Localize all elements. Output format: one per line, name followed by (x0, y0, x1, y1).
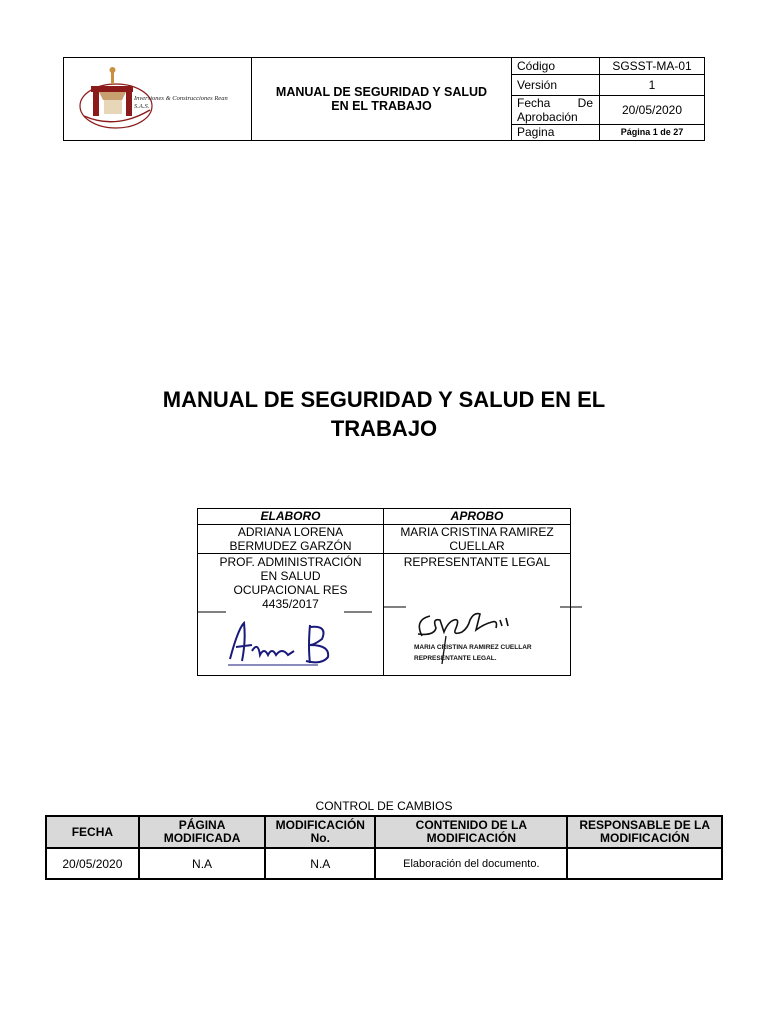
control-cambios-caption: CONTROL DE CAMBIOS (315, 799, 453, 813)
company-name: Inversiones & Construcciones Rean S.A.S. (134, 95, 228, 110)
elaboro-column (198, 509, 384, 675)
elaboro-header: ELABORO (198, 509, 383, 525)
pagina-row (512, 125, 704, 140)
col-header-modificacion: MODIFICACIÓN No. (265, 816, 375, 848)
signature-table (197, 508, 571, 676)
pagina-value: Página 1 de 27 (620, 127, 684, 138)
aprobo-role: REPRESENTANTE LEGAL (403, 555, 551, 569)
table-header-row (46, 816, 722, 848)
version-value: 1 (648, 77, 656, 92)
elaboro-signature (198, 611, 383, 680)
control-cambios-table (45, 815, 723, 880)
elaboro-name: ADRIANA LORENA BERMUDEZ GARZÓN (198, 525, 383, 554)
col-header-responsable: RESPONSABLE DE LA MODIFICACIÓN (567, 816, 722, 848)
elaboro-role: PROF. ADMINISTRACIÓN EN SALUD OCUPACIONAL RES 4435/2017 (219, 555, 362, 611)
codigo-value: SGSST-MA-01 (612, 59, 692, 74)
cell-modificacion: N.A (265, 848, 375, 879)
aprobo-column (384, 509, 570, 675)
aprobo-stamp: MARIA CRISTINA RAMIREZ CUELLAR REPRESENTANTE LEGAL. (414, 644, 532, 662)
page-title: MANUAL DE SEGURIDAD Y SALUD EN EL TRABAJO (162, 387, 606, 441)
col-header-contenido: CONTENIDO DE LA MODIFICACIÓN (375, 816, 567, 848)
aprobo-header: APROBO (384, 509, 570, 525)
version-label: Versión (512, 75, 600, 94)
fecha-row (512, 96, 704, 125)
codigo-label: Código (512, 58, 600, 74)
company-logo (64, 58, 252, 140)
fecha-value: 20/05/2020 (621, 102, 683, 117)
aprobo-signature (384, 606, 570, 675)
document-header (63, 57, 705, 141)
codigo-row (512, 58, 704, 75)
cell-contenido: Elaboración del documento. (375, 848, 567, 879)
pagina-label: Pagina (512, 125, 600, 140)
col-header-pagina: PÁGINA MODIFICADA (139, 816, 266, 848)
cell-responsable (567, 848, 722, 879)
header-meta (512, 58, 704, 140)
table-row (46, 848, 722, 879)
cell-fecha: 20/05/2020 (46, 848, 139, 879)
fecha-label: Fecha De Aprobación (512, 96, 600, 124)
header-title: MANUAL DE SEGURIDAD Y SALUD EN EL TRABAJO (252, 58, 512, 140)
col-header-fecha: FECHA (46, 816, 139, 848)
version-row (512, 75, 704, 95)
elaboro-signature-graphic (198, 611, 372, 675)
cell-pagina: N.A (139, 848, 266, 879)
aprobo-name: MARIA CRISTINA RAMIREZ CUELLAR (384, 525, 570, 554)
